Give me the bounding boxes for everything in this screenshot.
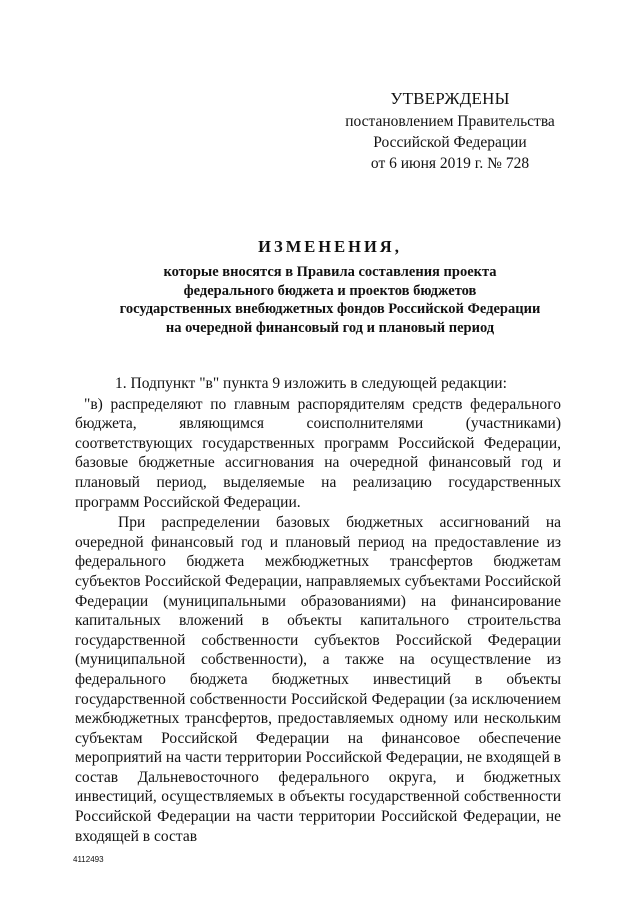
approval-block	[330, 88, 570, 174]
heading-subtitle-line: государственных внебюджетных фондов Российской Федерации	[119, 301, 541, 317]
heading-subtitle-line: на очередной финансовый год и плановый период	[165, 319, 495, 336]
approval-line: Российской Федерации	[373, 134, 527, 151]
amendment-point: 1. Подпункт "в" пункта 9 изложить в следующей редакции:	[115, 375, 507, 392]
quoted-paragraph: "в) распределяют по главным распорядителям средств федерального бюджета, являющимся соисполнителями (участниками) соответствующих государственных программ Российской Федерации, базовые бюджетные ассигнования на очередной финансовый год и плановый период, выделяемые на реализацию государственных программ Российской Федерации.	[75, 395, 561, 511]
heading-subtitle-line: которые вносятся в Правила составления проекта	[163, 264, 497, 280]
approval-title: УТВЕРЖДЕНЫ	[390, 89, 510, 108]
approval-date-number: от 6 июня 2019 г. № 728	[370, 155, 530, 172]
heading-title: ИЗМЕНЕНИЯ,	[258, 237, 402, 256]
body-paragraph: При распределении базовых бюджетных ассигнований на очередной финансовый год и плановый период на предоставление из федерального бюджета межбюджетных трансфертов бюджетам субъектов Российской Федерации, направляемых субъектами Российской Федерации (муниципальными образованиями) на финансирование капитальных вложений в объекты капитального строительства государственной собственности субъектов Российской Федерации (муниципальной собственности), а также на осуществление из федерального бюджета бюджетных инвестиций в объекты государственной собственности Российской Федерации (за исключением межбюджетных трансфертов, предоставляемых одному или нескольким субъектам Российской Федерации на финансовое обеспечение мероприятий на части территории Российской Федерации, не входящей в состав Дальневосточного федерального округа, и бюджетных инвестиций, осуществляемых в объекты государственной собственности Российской Федерации на части территории Российской Федерации, не входящей в состав	[75, 514, 561, 845]
document-heading	[80, 236, 580, 337]
document-number: 4112493	[73, 855, 104, 864]
heading-subtitle-line: федерального бюджета и проектов бюджетов	[183, 282, 477, 299]
document-body	[75, 374, 561, 846]
approval-line: постановлением Правительства	[345, 113, 555, 130]
